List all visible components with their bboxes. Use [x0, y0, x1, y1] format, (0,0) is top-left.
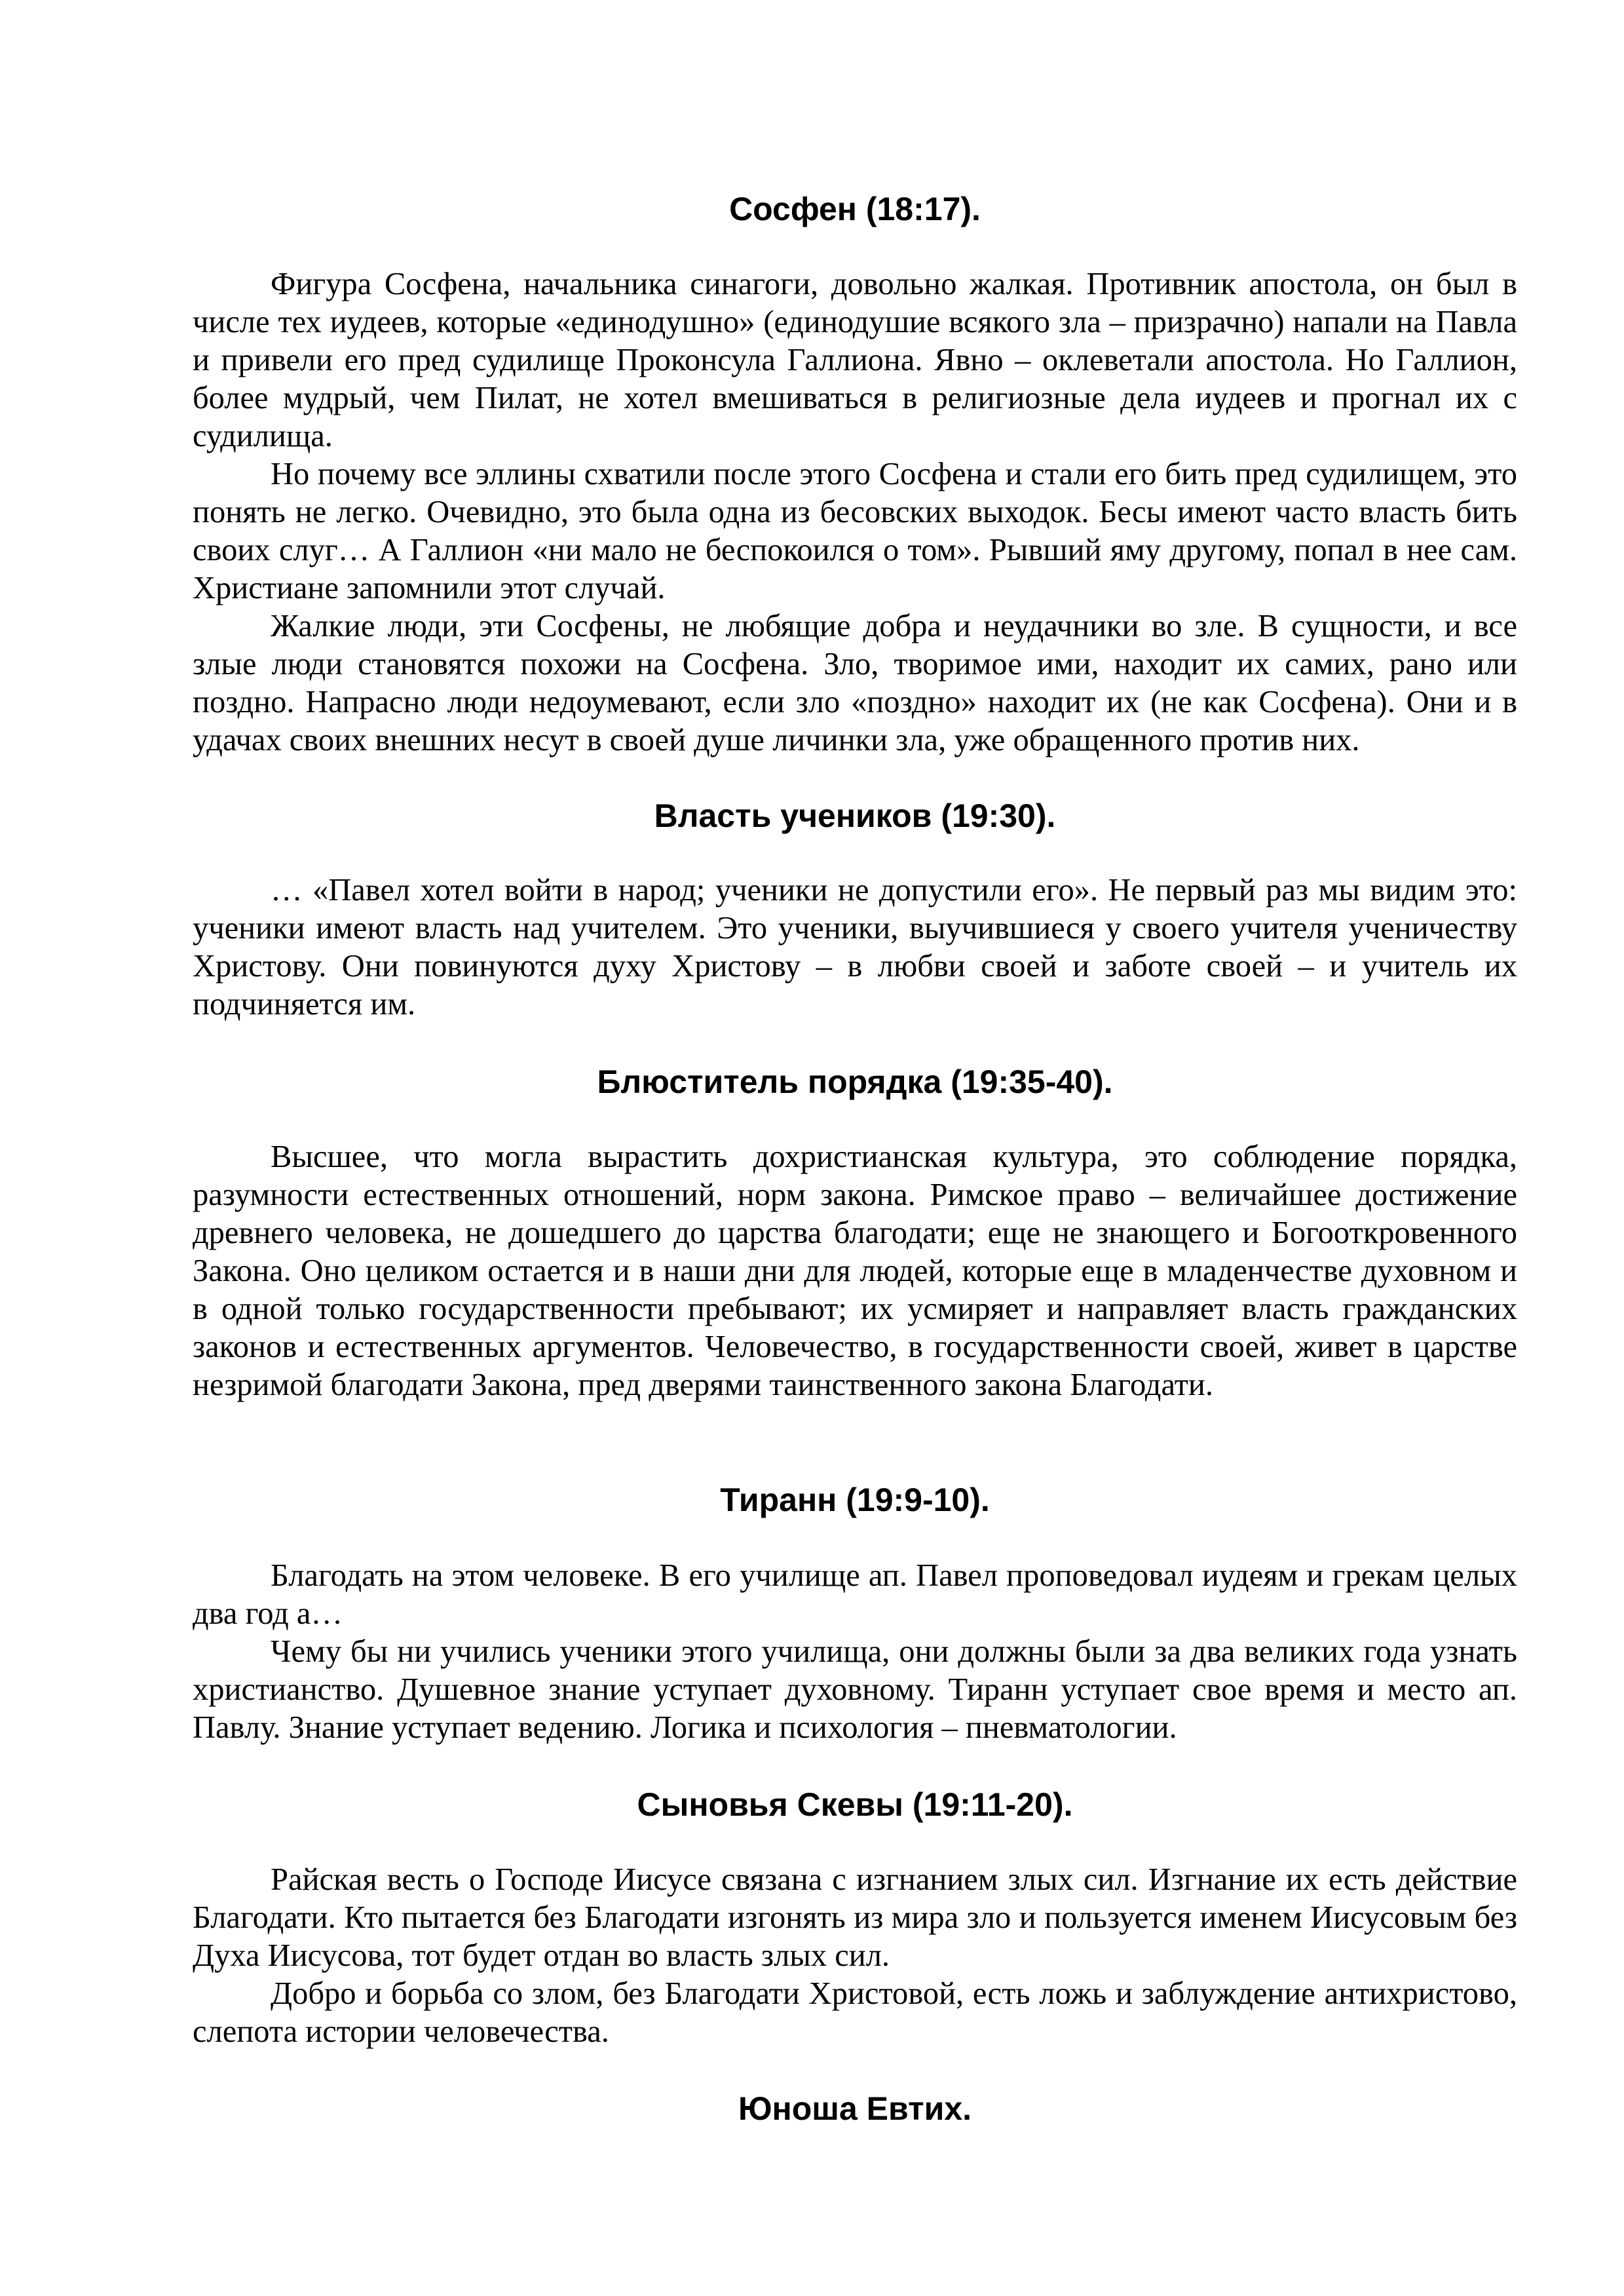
- section-heading-vlast-uchenikov: Власть учеников (19:30).: [654, 797, 1056, 834]
- paragraph: Фигура Сосфена, начальника синагоги, довольно жалкая. Противник апостола, он был в числе тех иудеев, которые «единодушно» (единодушие всякого зла – призрачно) напали на Павла и привели его пред судилище Проконсула Галлиона. Явно – оклеветали апостола. Но Галлион, более мудрый, чем Пилат, не хотел вмешиваться в религиозные дела иудеев и прогнал их с судилища.: [193, 267, 1517, 453]
- section-body-sosfen: [193, 265, 1517, 759]
- paragraph: … «Павел хотел войти в народ; ученики не допустили его». Не первый раз мы видим это: ученики имеют власть над учителем. Это ученики, выучившиеся у своего учителя ученичеству Христову. Они повинуются духу Христову – в любви своей и заботе своей – и учитель их подчиняется им.: [193, 873, 1517, 1022]
- section-body-vlast-uchenikov: [193, 871, 1517, 1024]
- section-heading-tirann: Тиранн (19:9-10).: [720, 1482, 990, 1518]
- paragraph: Райская весть о Господе Иисусе связана с изгнанием злых сил. Изгнание их есть действие Благодати. Кто пытается без Благодати изгонять из мира зло и пользуется именем Иисусовым без Духа Иисусова, тот будет отдан во власть злых сил.: [193, 1862, 1517, 1973]
- section-heading-synovya-skevy: Сыновья Скевы (19:11-20).: [637, 1786, 1073, 1823]
- paragraph: Чему бы ни учились ученики этого училища, они должны были за два великих года узнать христианство. Душевное знание уступает духовному. Тиранн уступает свое время и место ап. Павлу. Знание уступает ведению. Логика и психология – пневматологии.: [193, 1634, 1517, 1745]
- section-body-synovya-skevy: [193, 1861, 1517, 2051]
- section-body-blyustitel-poryadka: [193, 1138, 1517, 1404]
- section-heading-blyustitel-poryadka: Блюститель порядка (19:35-40).: [597, 1063, 1113, 1100]
- paragraph: Высшее, что могла вырастить дохристианская культура, это соблюдение порядка, разумности естественных отношений, норм закона. Римское право – величайшее достижение древнего человека, не дошедшего до царства благодати; еще не знающего и Богооткровенного Закона. Оно целиком остается и в наши дни для людей, которые еще в младенчестве духовном и в одной только государственности пребывают; их усмиряет и направляет власть гражданских законов и естественных аргументов. Человечество, в государственности своей, живет в царстве незримой благодати Закона, пред дверями таинственного закона Благодати.: [193, 1139, 1517, 1402]
- paragraph: Благодать на этом человеке. В его училище ап. Павел проповедовал иудеям и грекам целых два год а…: [193, 1558, 1517, 1631]
- section-body-tirann: [193, 1557, 1517, 1747]
- paragraph: Жалкие люди, эти Сосфены, не любящие добра и неудачники во зле. В сущности, и все злые люди становятся похожи на Сосфена. Зло, творимое ими, находит их самих, рано или поздно. Напрасно люди недоумевают, если зло «поздно» находит их (не как Сосфена). Они и в удачах своих внешних несут в своей душе личинки зла, уже обращенного против них.: [193, 609, 1517, 757]
- paragraph: Добро и борьба со злом, без Благодати Христовой, есть ложь и заблуждение антихристово, слепота истории человечества.: [193, 1976, 1517, 2049]
- paragraph: Но почему все эллины схватили после этого Сосфена и стали его бить пред судилищем, это понять не легко. Очевидно, это была одна из бесовских выходок. Бесы имеют часто власть бить своих слуг… А Галлион «ни мало не беспокоился о том». Рывший яму другому, попал в нее сам. Христиане запомнили этот случай.: [193, 457, 1517, 605]
- section-heading-sosfen: Сосфен (18:17).: [729, 191, 981, 227]
- section-heading-yunosha-evtikh: Юноша Евтих.: [738, 2090, 972, 2127]
